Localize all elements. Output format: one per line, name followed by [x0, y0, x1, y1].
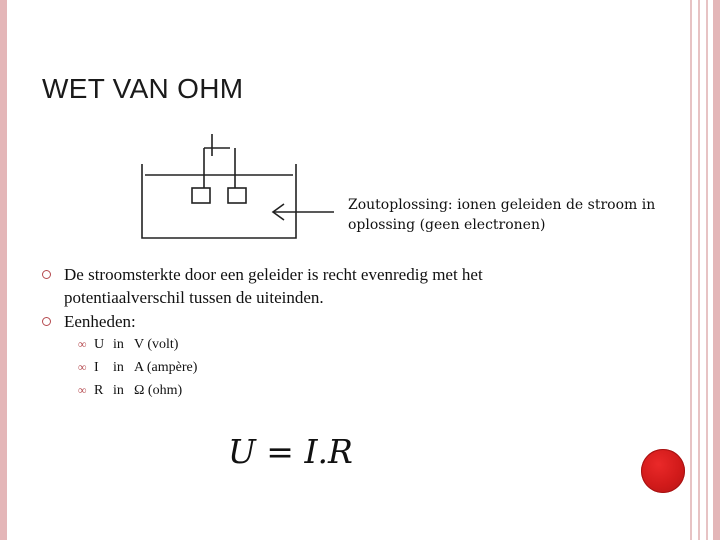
bullet-item [42, 310, 682, 333]
left-border-decoration [0, 0, 7, 540]
bullet-text: De stroomsterkte door een geleider is recht evenredig met het [64, 265, 483, 284]
red-dot-decoration [641, 449, 685, 493]
ohms-law-formula: U = I.R [228, 432, 353, 471]
diagram-caption [348, 195, 655, 235]
bullet-item [42, 263, 682, 309]
sub-bullet-item [42, 333, 682, 356]
unit-symbol: I [94, 360, 99, 375]
caption-line: Zoutoplossing: ionen geleiden de stroom in [348, 197, 656, 213]
unit-in: in [113, 337, 124, 352]
right-border-decoration [713, 0, 720, 540]
right-border-line [698, 0, 700, 540]
electrode-left [192, 188, 210, 203]
caption-line: oplossing (geen electronen) [348, 217, 546, 233]
unit-name: V (volt) [134, 337, 179, 352]
chain-link-icon: ∞ [78, 337, 87, 351]
right-border-line [706, 0, 708, 540]
bullet-text: Eenheden: [64, 312, 136, 331]
circle-bullet-icon [42, 270, 51, 279]
circle-bullet-icon [42, 317, 51, 326]
sub-bullet-item [42, 379, 682, 402]
unit-name: A (ampère) [134, 360, 198, 375]
chain-link-icon: ∞ [78, 383, 87, 397]
unit-name: Ω (ohm) [134, 383, 183, 398]
electrode-right [228, 188, 246, 203]
unit-in: in [113, 383, 124, 398]
chain-link-icon: ∞ [78, 360, 87, 374]
bullet-text: potentiaalverschil tussen de uiteinden. [64, 288, 324, 307]
bullet-list [42, 263, 682, 402]
right-border-line [690, 0, 692, 540]
unit-symbol: U [94, 337, 105, 352]
slide-title: WET VAN OHM [42, 73, 244, 104]
unit-symbol: R [94, 383, 104, 398]
sub-bullet-item [42, 356, 682, 379]
unit-in: in [113, 360, 124, 375]
